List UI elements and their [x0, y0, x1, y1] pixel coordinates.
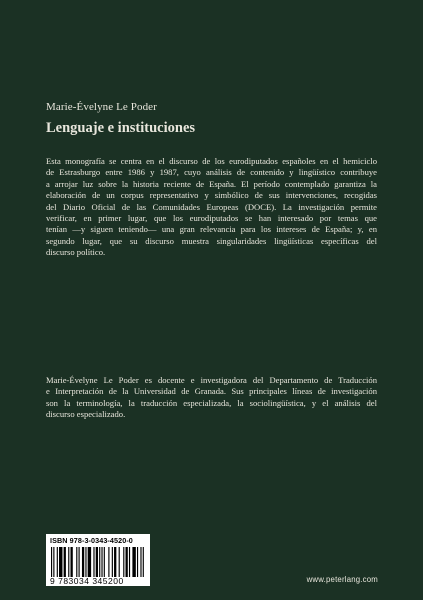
- bio-line: son la terminología, la traducción especializada, la sociolingüística, y el análisis del: [46, 397, 377, 408]
- book-title: Lenguaje e instituciones: [46, 120, 196, 136]
- isbn-label: ISBN 978-3-0343-4520-0: [50, 536, 133, 545]
- barcode-box: [46, 534, 150, 586]
- bio-line: discurso especializado.: [46, 409, 126, 420]
- bio-line: Marie-Évelyne Le Poder es docente e investigadora del Departamento de Traducción: [46, 375, 377, 385]
- author-name: Marie-Évelyne Le Poder: [46, 101, 157, 113]
- abstract-line: a arrojar luz sobre la historia reciente de España. El período contemplado garantiza la: [46, 178, 377, 189]
- barcode-icon: [50, 547, 146, 577]
- abstract-line: de Estrasburgo entre 1986 y 1987, cuyo análisis de contenido y lingüístico contribuye: [46, 167, 377, 178]
- abstract-line: discurso político.: [46, 247, 106, 258]
- author-bio: [46, 375, 377, 421]
- bio-line: e Interpretación de la Universidad de Granada. Sus principales líneas de investigación: [46, 386, 377, 397]
- abstract-line: tenían —y siguen teniendo— una gran relevancia para los intereses de España; y, en: [46, 224, 377, 235]
- abstract-line: del Diario Oficial de las Comunidades Europeas (DOCE). La investigación permite: [46, 201, 377, 212]
- abstract: [46, 156, 377, 259]
- abstract-line: verificar, en primer lugar, que los eurodiputados se han interesado por temas que: [46, 213, 377, 224]
- publisher-website: www.peterlang.com: [306, 575, 378, 584]
- abstract-line: elaboración de un corpus representativo y simbólico de sus intervenciones, recogidas: [46, 190, 377, 201]
- barcode-digits: 9 783034 345200: [50, 576, 124, 586]
- abstract-line: Esta monografía se centra en el discurso de los eurodiputados españoles en el hemiciclo: [46, 156, 377, 166]
- abstract-line: segundo lugar, que su discurso muestra singularidades lingüísticas específicas del: [46, 235, 377, 246]
